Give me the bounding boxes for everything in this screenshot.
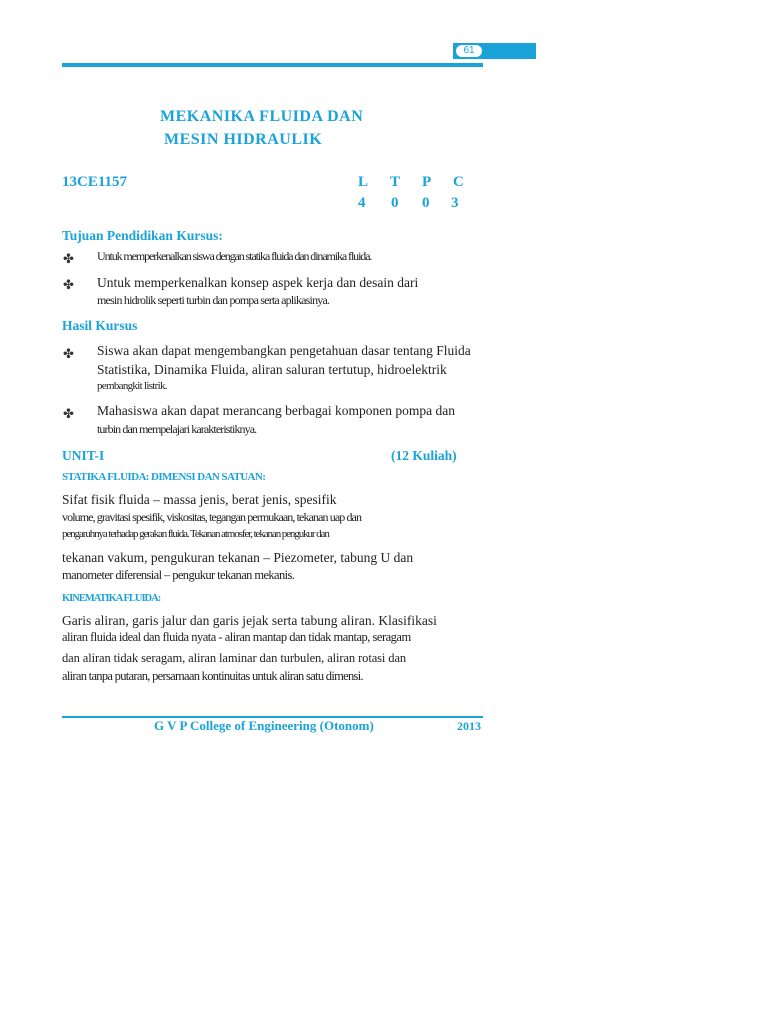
- ltpc-value-l: 4: [358, 195, 366, 211]
- outcome-item-1-line1: Siswa akan dapat mengembangkan pengetahuan dasar tentang Fluida: [97, 343, 471, 358]
- page-number: 61: [456, 45, 482, 57]
- ltpc-label-c: C: [453, 174, 464, 190]
- ltpc-label-p: P: [422, 174, 432, 190]
- section1-line4: tekanan vakum, pengukuran tekanan – Piezometer, tabung U dan: [62, 550, 414, 565]
- section2-line3: dan aliran tidak seragam, aliran laminar dan turbulen, aliran rotasi dan: [62, 651, 407, 665]
- unit-lectures: (12 Kuliah): [391, 448, 457, 463]
- unit-label: UNIT-I: [62, 448, 105, 463]
- course-title-line2: MESIN HIDRAULIK: [164, 131, 323, 148]
- section1-line2: volume, gravitasi spesifik, viskositas, tegangan permukaan, tekanan uap dan: [62, 510, 362, 524]
- footer-year: 2013: [457, 719, 481, 733]
- course-code: 13CE1157: [62, 174, 128, 190]
- ltpc-label-t: T: [390, 174, 401, 190]
- section1-line1: Sifat fisik fluida – massa jenis, berat jenis, spesifik: [62, 492, 337, 507]
- outcome-item-1-line3: pembangkit listrik.: [97, 380, 167, 392]
- outcomes-heading: Hasil Kursus: [62, 318, 138, 333]
- section1-line3: pengaruhnya terhadap gerakan fluida. Tekanan atmosfer, tekanan pengukur dan: [62, 528, 329, 540]
- objective-item-2-line2: mesin hidrolik seperti turbin dan pompa serta aplikasinya.: [97, 293, 330, 307]
- section2-heading: KINEMATIKA FLUIDA:: [62, 593, 161, 604]
- objectives-heading: Tujuan Pendidikan Kursus:: [62, 228, 223, 243]
- ltpc-label-l: L: [358, 174, 369, 190]
- course-title-line1: MEKANIKA FLUIDA DAN: [160, 108, 364, 125]
- page-number-tab: [453, 43, 536, 59]
- bullet-icon: ✤: [63, 277, 74, 292]
- bullet-icon: ✤: [63, 251, 74, 266]
- section1-heading: STATIKA FLUIDA: DIMENSI DAN SATUAN:: [62, 471, 266, 483]
- bullet-icon: ✤: [63, 406, 74, 421]
- ltpc-value-c: 3: [451, 195, 459, 211]
- objective-item-2-line1: Untuk memperkenalkan konsep aspek kerja dan desain dari: [97, 275, 419, 290]
- outcome-item-2-line1: Mahasiswa akan dapat merancang berbagai komponen pompa dan: [97, 403, 455, 418]
- footer-college: G V P College of Engineering (Otonom): [154, 718, 374, 733]
- ltpc-value-t: 0: [391, 195, 399, 211]
- ltpc-value-p: 0: [422, 195, 430, 211]
- section2-line2: aliran fluida ideal dan fluida nyata - aliran mantap dan tidak mantap, seragam: [62, 630, 411, 644]
- section2-line4: aliran tanpa putaran, persamaan kontinuitas untuk aliran satu dimensi.: [62, 669, 363, 683]
- section1-line5: manometer diferensial – pengukur tekanan mekanis.: [62, 568, 295, 582]
- outcome-item-1-line2: Statistika, Dinamika Fluida, aliran saluran tertutup, hidroelektrik: [97, 362, 447, 377]
- header-rule: [62, 63, 483, 67]
- outcome-item-2-line2: turbin dan mempelajari karakteristiknya.: [97, 422, 257, 436]
- section2-line1: Garis aliran, garis jalur dan garis jejak serta tabung aliran. Klasifikasi: [62, 613, 437, 628]
- bullet-icon: ✤: [63, 346, 74, 361]
- objective-item-1: Untuk memperkenalkan siswa dengan statika fluida dan dinamika fluida.: [97, 249, 372, 263]
